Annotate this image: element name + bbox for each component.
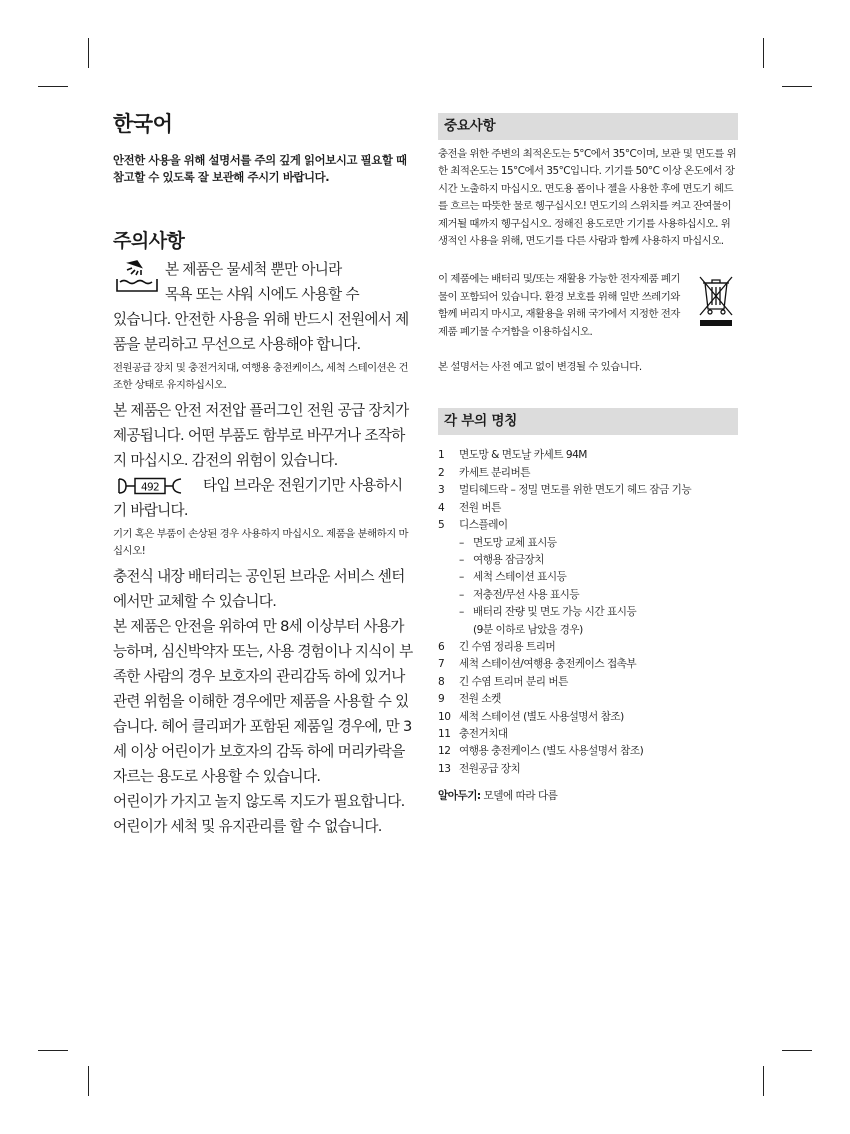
sub-list-note: (9분 이하로 남았을 경우) <box>473 623 583 636</box>
parts-section-title: 각 부의 명칭 <box>438 408 738 435</box>
crop-mark <box>763 38 764 68</box>
list-item: 4 전원 버튼 <box>438 501 501 514</box>
list-item: 2 카세트 분리버튼 <box>438 466 531 479</box>
sub-list-item: – 여행용 잠금장치 <box>459 553 545 566</box>
list-item: 13 전원공급 장치 <box>438 762 521 775</box>
paragraph-text: 있습니다. 안전한 사용을 위해 반드시 전원에서 제품을 분리하고 무선으로 사용해야 합니다. <box>113 311 409 353</box>
warnings-title: 주의사항 <box>113 230 185 252</box>
parts-list <box>438 447 738 778</box>
list-item: 5 디스플레이 <box>438 519 508 532</box>
left-column <box>113 108 413 839</box>
small-note: 전원공급 장치 및 충전거치대, 여행용 충전케이스, 세척 스테이션은 건조한 상태로 유지하십시오. <box>113 362 409 391</box>
paragraph-text: 목욕 또는 샤워 시에도 사용할 수 <box>165 286 359 303</box>
weee-crossed-bin-icon <box>696 271 736 327</box>
small-note: 기기 혹은 부품이 손상된 경우 사용하지 마십시오. 제품을 분해하지 마십시오! <box>113 528 409 557</box>
shower-paragraph <box>113 257 413 357</box>
list-item: 6 긴 수염 정리용 트리머 <box>438 640 556 653</box>
paragraph-text: 본 제품은 안전 저전압 플러그인 전원 공급 장치가 제공됩니다. 어떤 부품도 함부로 바꾸거나 조작하지 마십시오. 감전의 위험이 있습니다. <box>113 402 409 469</box>
crop-mark <box>782 86 812 87</box>
paragraph-text: 어린이가 가지고 놀지 않도록 지도가 필요합니다. 어린이가 세척 및 유지관리를 할 수 없습니다. <box>113 793 405 835</box>
crop-mark <box>88 1066 89 1096</box>
list-item: 1 면도망 & 면도날 카세트 94M <box>438 449 587 462</box>
crop-mark <box>782 1050 812 1051</box>
list-item: 3 멀티헤드락 – 정밀 면도를 위한 면도기 헤드 잠금 기능 <box>438 484 692 497</box>
paragraph-text: 충전식 내장 배터리는 공인된 브라운 서비스 센터에서만 교체할 수 있습니다. <box>113 568 405 610</box>
tip-note <box>438 788 738 805</box>
list-item: 8 긴 수염 트리머 분리 버튼 <box>438 675 568 688</box>
list-item: 7 세척 스테이션/여행용 충전케이스 접촉부 <box>438 658 637 671</box>
tip-label: 알아두기: <box>438 790 481 803</box>
list-item: 10 세척 스테이션 (별도 사용설명서 참조) <box>438 710 624 723</box>
list-item: 9 전원 소켓 <box>438 693 501 706</box>
shower-bath-icon <box>115 259 159 295</box>
sub-list-item: – 세척 스테이션 표시등 <box>459 571 567 584</box>
list-item: 11 충전거치대 <box>438 727 508 740</box>
paragraph-text: 본 제품은 안전을 위하여 만 8세 이상부터 사용가능하며, 심신박약자 또는, 사용 경험이나 지식이 부족한 사람의 경우 보호자의 관리감독 하에 있거나 관련 위험을 이해한 경우에만 제품을 사용할 수 있습니다. 헤어 클리퍼가 포함된 제품일 경우에, 만 3세 이상 어린이가 보호자의 감독 하에 머리카락을 자르는 용도로 사용할 수 있습니다. <box>113 618 413 785</box>
crop-mark <box>763 1066 764 1096</box>
weee-block <box>438 271 738 341</box>
crop-mark <box>38 1050 68 1051</box>
list-item: 12 여행용 충전케이스 (별도 사용설명서 참조) <box>438 745 644 758</box>
intro-text: 안전한 사용을 위해 설명서를 주의 깊게 읽어보시고 필요할 때 참고할 수 있도록 잘 보관해 주시기 바랍니다. <box>113 153 407 184</box>
right-column <box>438 113 738 805</box>
paragraph-text: 타입 브라운 전원기기만 사용하시기 바랍니다. <box>113 477 403 519</box>
paragraph-text: 본 제품은 물세척 뿐만 아니라 <box>165 261 342 278</box>
important-section-title: 중요사항 <box>438 113 738 140</box>
plug-symbol-icon <box>115 477 197 495</box>
sub-list-item: – 저충전/무선 사용 표시등 <box>459 588 580 601</box>
crop-mark <box>88 38 89 68</box>
plug-label: 492 <box>141 481 159 494</box>
sub-list-item: – 배터리 잔량 및 면도 가능 시간 표시등 <box>459 606 637 619</box>
weee-text: 이 제품에는 배터리 및/또는 재활용 가능한 전자제품 폐기물이 포함되어 있습니다. 환경 보호를 위해 일반 쓰레기와 함께 버리지 마시고, 재활용을 위해 국가에서 지정한 전자제품 폐기물 수거함을 이용하십시오. <box>438 273 680 338</box>
tip-text: 모델에 따라 다름 <box>483 790 558 803</box>
sub-list-item: – 면도망 교체 표시등 <box>459 536 557 549</box>
crop-mark <box>38 86 68 87</box>
important-text: 충전을 위한 주변의 최적온도는 5°C에서 35°C이며, 보관 및 면도를 위한 최적온도는 15°C에서 35°C입니다. 기기를 50°C 이상 온도에서 장시간 노출하지 마십시오. 면도용 폼이나 젤을 사용한 후에 면도기 헤드를 흐르는 따뜻한 물로 헹구십시오! 면도기의 스위치를 켜고 잔여물이 제거될 때까지 헹구십시오. 정해진 용도로만 기기를 사용하십시오. 위생적인 사용을 위해, 면도기를 다른 사람과 함께 사용하지 마십시오. <box>438 148 737 248</box>
notice-text: 본 설명서는 사전 예고 없이 변경될 수 있습니다. <box>438 361 642 374</box>
language-title: 한국어 <box>113 112 173 136</box>
plug-paragraph <box>113 398 413 523</box>
